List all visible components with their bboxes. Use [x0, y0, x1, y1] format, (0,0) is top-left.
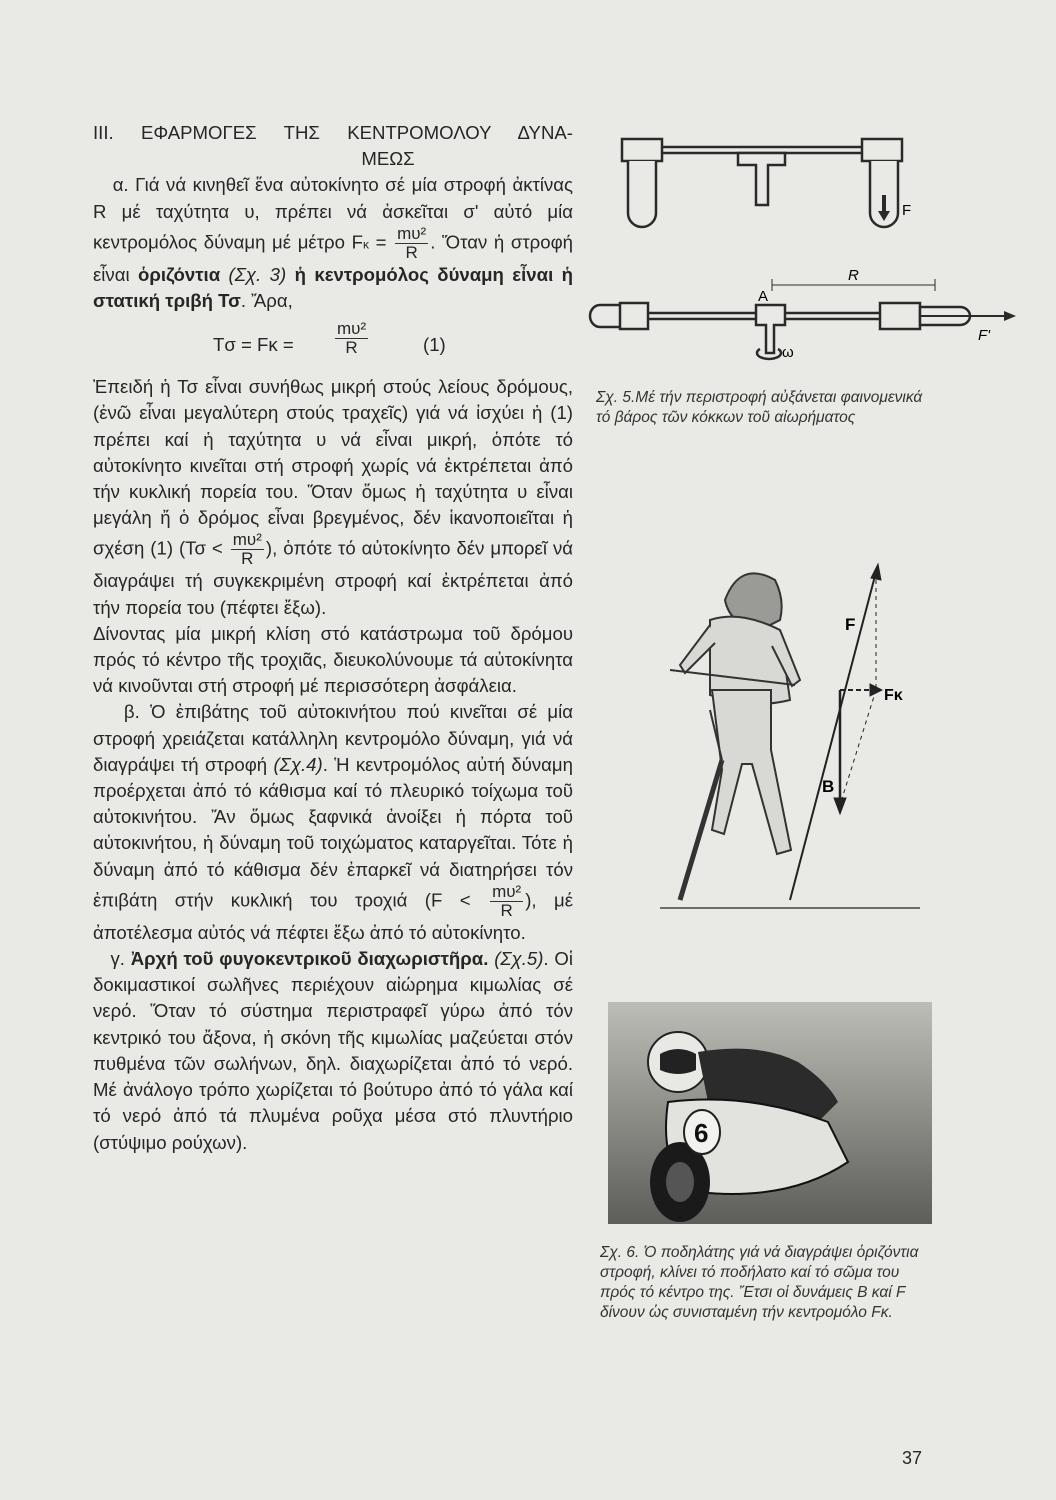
cyclist-label-Fk: Fκ	[884, 687, 903, 704]
paragraph-dinontas: Δίνοντας μία μικρή κλίση στό κατάστρωμα τοῦ δρόμου πρός τό κέντρο τῆς τροχιᾶς, διευκολύνουμε τά αὐτοκίνητα νά κινοῦνται στή στροφή μέ περισσότερη ἀσφάλεια.	[93, 622, 573, 697]
figure-6-caption: Σχ. 6. Ὁ ποδηλάτης γιά νά διαγράψει ὁριζόντια στροφή, κλίνει τό ποδήλατο καί τό σῶμα του πρός τό κέντρο της. Ἔτσι οἱ δυνάμεις B καί F δίνουν ὡς συνισταμένη τήν κεντρομόλο Fκ.	[600, 1244, 919, 1321]
formula-lhs: Tσ = Fκ =	[213, 334, 294, 356]
centrifuge-vertical-state	[622, 139, 902, 227]
main-text-column	[93, 120, 573, 1156]
fig5-label-R: R	[848, 267, 859, 284]
paragraph-a: α. Γιά νά κινηθεῖ ἕνα αὐτοκίνητο σέ μία στροφή ἀκτίνας R μέ ταχύτητα υ, πρέπει νά ἀσκεῖται σ' αὐτό μία κεντρομόλος δύναμη μέ μέτρο Fκ = $\frac{\text{mυ²}}{R}$ . Ὅταν ἡ στροφή εἶναι ὁριζόντια (Σχ. 3) ἡ κεντρομόλος δύναμη εἶναι ἡ στατική τριβή Τσ. Ἄρα,	[93, 174, 574, 312]
figure-cyclist	[640, 560, 940, 920]
cyclist-label-F: F	[845, 615, 856, 634]
formula-fraction: $\frac{\text{mυ²}}{R}$	[337, 319, 367, 358]
number-plate: 6	[694, 1118, 709, 1148]
paragraph-c: γ. Ἀρχή τοῦ φυγοκεντρικοῦ διαχωριστῆρα. (Σχ.5). Οἱ δοκιμαστικοί σωλῆνες περιέχουν αἰώρημα κιμωλίας σέ νερό. Ὅταν τό σύστημα περιστραφεῖ γύρω ἀπό τόν κεντρικό του ἄξονα, ἡ σκόνη τῆς κιμωλίας μαζεύεται στόν πυθμένα τῶν σωλήνων, δηλ. διαχωρίζεται ἀπό τό νερό. Μέ ἀνάλογο τρόπο χωρίζεται τό βούτυρο ἀπό τό γάλα καί τό νερό ἀπό τά πλυμένα ροῦχα μέσα στό πλυντήριο (στύψιμο ρούχων).	[93, 948, 573, 1153]
section-heading-continued: ΜΕΩΣ	[361, 148, 415, 170]
formula-1	[93, 320, 573, 366]
fraction: $\frac{\text{mυ²}}{R}$	[492, 881, 522, 920]
paragraph-epeidi: Ἐπειδή ἡ Τσ εἶναι συνήθως μικρή στούς λείους δρόμους, (ἐνῶ εἶναι μεγαλύτερη στούς τραχεῖς) γιά νά ἰσχύει ἡ (1) πρέπει καί ἡ ταχύτητα υ νά εἶναι μικρή, ὁπότε τό αὐτοκίνητο κινεῖται στή στροφή χωρίς νά ἐκτρέπεται ἀπό τήν κυκλική πορεία του. Ὅταν ὅμως ἡ ταχύτητα υ εἶναι μεγάλη ἤ ὁ δρόμος εἶναι βρεγμένος, δέν ἱκανοποιεῖται ἡ σχέση (1) (Τσ < $\frac{\text{mυ²}}{R}$ ), ὁπότε τό αὐτοκίνητο δέν μπορεῖ νά διαγράψει τή συγκεκριμένη στροφή καί ἐκτρέπεται ἀπό τήν πορεία του (πέφτει ἔξω).	[93, 376, 573, 618]
fig5-label-omega: ω	[782, 344, 794, 361]
cyclist-illustration	[670, 573, 800, 900]
fraction: $\frac{\text{mυ²}}{R}$	[397, 223, 427, 262]
figure-5-centrifuge	[580, 125, 1046, 385]
section-heading: III. ΕΦΑΡΜΟΓΕΣ ΤΗΣ ΚΕΝΤΡΟΜΟΛΟΥ ΔΥΝΑ-	[93, 122, 573, 143]
fig5-label-Fprime: F'	[978, 327, 991, 344]
fig5-label-F: F	[902, 202, 912, 219]
fig5-label-A: A	[758, 288, 769, 305]
centrifuge-rotating-state	[590, 279, 1016, 359]
paragraph-b: β. Ὁ ἐπιβάτης τοῦ αὐτοκινήτου πού κινεῖται σέ μία στροφή χρειάζεται κατάλληλη κεντρομόλο δύναμη, γιά νά διαγράψει τή στροφή (Σχ.4). Ἡ κεντρομόλος αὐτή δύναμη προέρχεται ἀπό τό κάθισμα καί τό πλευρικό τοίχωμα τοῦ αὐτοκινήτου. Ἄν ὅμως ξαφνικά ἀνοίξει ἡ πόρτα τοῦ αὐτοκινήτου, ἡ δύναμη τοῦ τοιχώματος καταργεῖται. Τότε ἡ δύναμη ἀπό τό κάθισμα δέν ἐπαρκεῖ νά διατηρήσει τόν ἐπιβάτη στήν κυκλική του τροχιά (F < $\frac{\text{mυ²}}{R}$ ), μέ ἀποτέλεσμα αὐτός νά πέφτει ἔξω ἀπό τό αὐτοκίνητο.	[93, 701, 574, 943]
fraction: $\frac{\text{mυ²}}{R}$	[232, 530, 262, 569]
force-vectors	[790, 564, 882, 900]
cyclist-label-B: B	[822, 777, 835, 796]
figure-5-caption: Σχ. 5.Μέ τήν περιστροφή αὐξάνεται φαινομενικά τό βάρος τῶν κόκκων τοῦ αἰωρήματος	[596, 389, 923, 426]
equation-number: (1)	[423, 334, 446, 356]
figure-6-motorcycle-photo	[608, 1002, 932, 1224]
page-number: 37	[902, 1448, 923, 1468]
arrow-B-head	[834, 798, 846, 814]
arrow-F-head	[871, 564, 881, 580]
